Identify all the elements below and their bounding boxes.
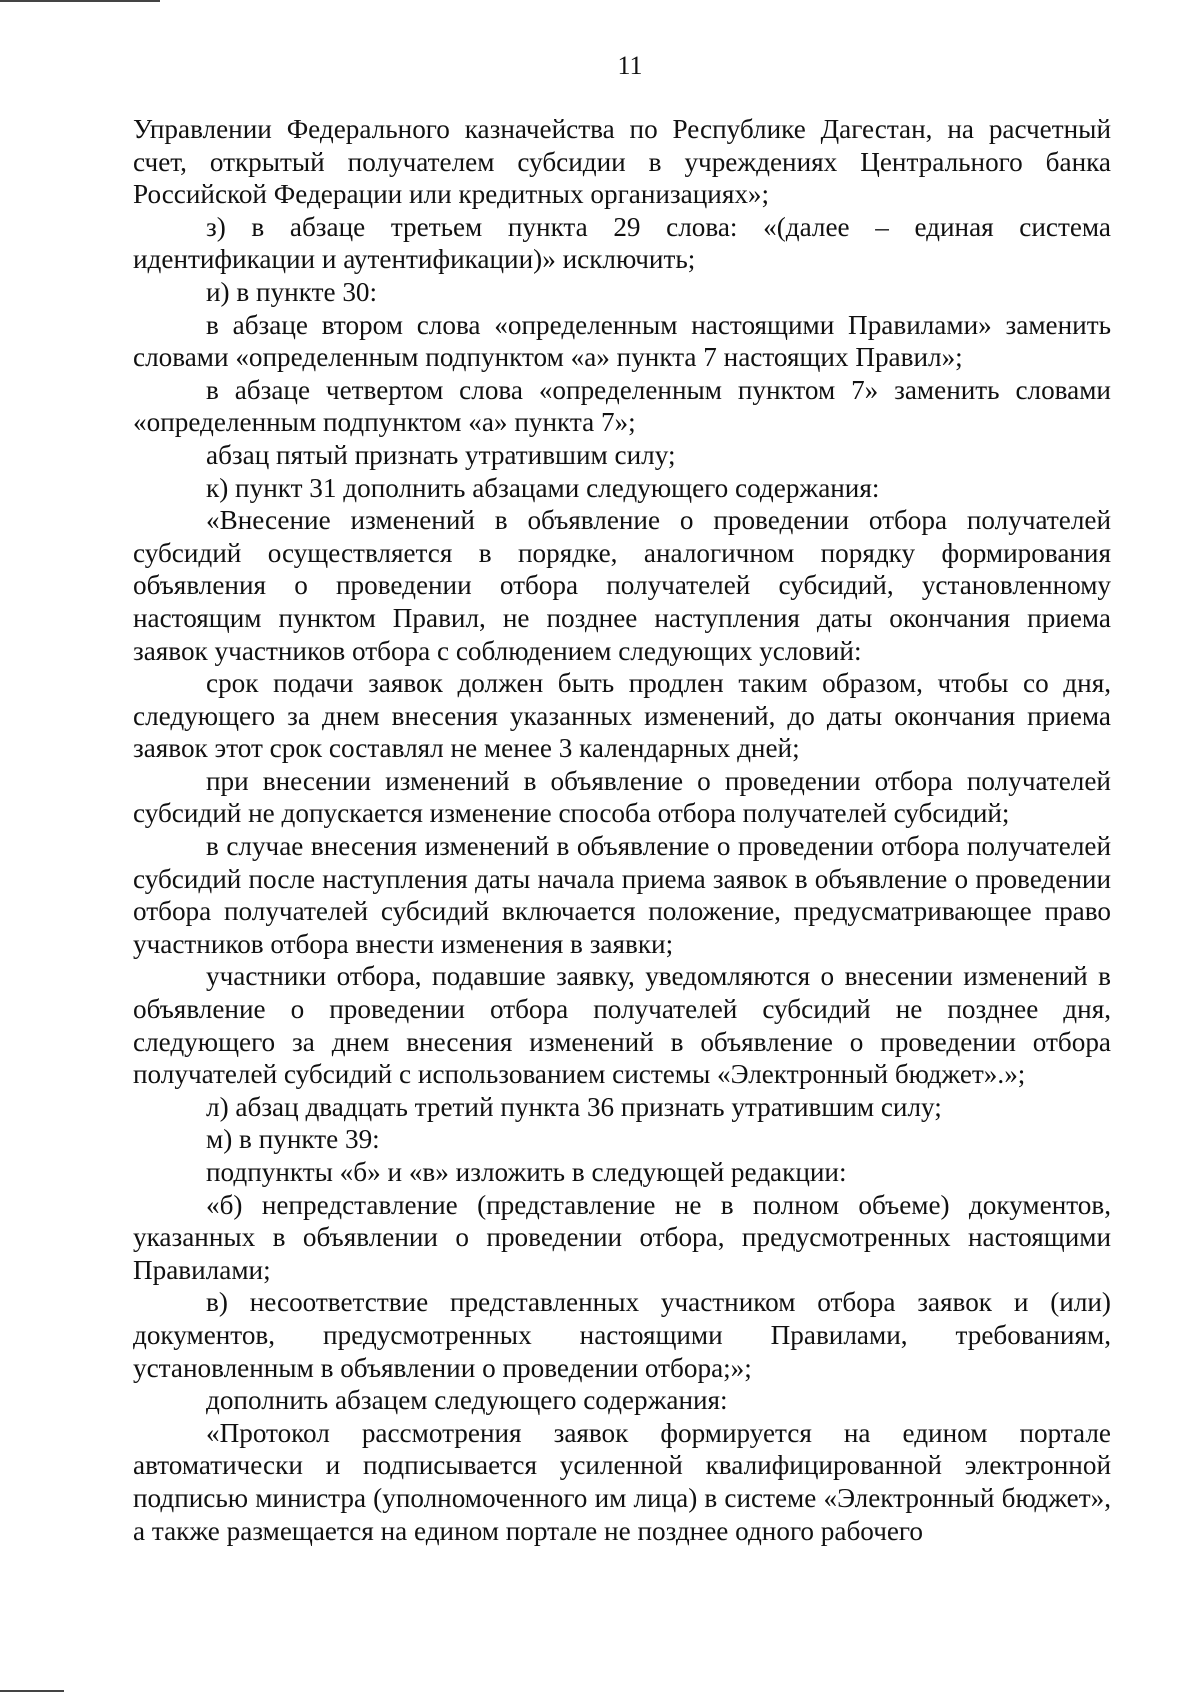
paragraph: «Внесение изменений в объявление о проведении отбора получателей субсидий осуществляется в порядке, аналогичном порядку формирования объявления о проведении отбора получателей субсидий, установленному настоящим пунктом Правил, не позднее наступления даты окончания приема заявок участников отбора с соблюдением следующих условий: [133, 505, 1111, 666]
paragraph: в) несоответствие представленных участником отбора заявок и (или) документов, предусмотренных настоящими Правилами, требованиям, установленным в объявлении о проведении отбора;»; [133, 1287, 1111, 1383]
paragraph: в абзаце четвертом слова «определенным пунктом 7» заменить словами «определенным подпунктом «а» пункта 7»; [133, 374, 1111, 438]
paragraph-item-i: и) в пункте 30: [206, 276, 378, 307]
document-body [133, 113, 1111, 1547]
page-number: 11 [617, 51, 643, 80]
paragraph-item-z: з) в абзаце третьем пункта 29 слова: «(далее – единая система идентификации и аутентификации)» исключить; [133, 211, 1111, 275]
paragraph: в абзаце втором слова «определенным настоящими Правилами» заменить словами «определенным подпунктом «а» пункта 7 настоящих Правил»; [133, 309, 1111, 373]
paragraph: срок подачи заявок должен быть продлен таким образом, чтобы со дня, следующего за днем внесения указанных изменений, до даты окончания приема заявок этот срок составлял не менее 3 календарных дней; [133, 668, 1111, 764]
paragraph-item-l: л) абзац двадцать третий пункта 36 признать утратившим силу; [206, 1091, 942, 1122]
paragraph: участники отбора, подавшие заявку, уведомляются о внесении изменений в объявление о проведении отбора получателей субсидий не позднее дня, следующего за днем внесения изменений в объявление о проведении отбора получателей субсидий с использованием системы «Электронный бюджет».»; [133, 961, 1111, 1090]
paragraph-continuation: Управлении Федерального казначейства по Республике Дагестан, на расчетный счет, открытый получателем субсидии в учреждениях Центрального банка Российской Федерации или кредитных организациях»; [133, 114, 1111, 210]
paragraph: «Протокол рассмотрения заявок формируется на едином портале автоматически и подписывается усиленной квалифицированной электронной подписью министра (уполномоченного им лица) в системе «Электронный бюджет», а также размещается на едином портале не позднее одного рабочего [133, 1417, 1111, 1546]
paragraph: подпункты «б» и «в» изложить в следующей редакции: [206, 1157, 847, 1187]
paragraph: «б) непредставление (представление не в полном объеме) документов, указанных в объявлении о проведении отбора, предусмотренных настоящими Правилами; [133, 1189, 1111, 1285]
paragraph: дополнить абзацем следующего содержания: [206, 1385, 728, 1416]
scan-edge-mark [0, 1690, 64, 1692]
paragraph: абзац пятый признать утратившим силу; [206, 439, 676, 470]
paragraph: при внесении изменений в объявление о проведении отбора получателей субсидий не допускается изменение способа отбора получателей субсидий; [133, 765, 1111, 829]
paragraph-item-k: к) пункт 31 дополнить абзацами следующего содержания: [206, 472, 880, 503]
paragraph-item-m: м) в пункте 39: [206, 1124, 380, 1155]
paragraph: в случае внесения изменений в объявление о проведении отбора получателей субсидий после наступления даты начала приема заявок в объявление о проведении отбора получателей субсидий включается положение, предусматривающее право участников отбора внести изменения в заявки; [133, 831, 1111, 959]
scan-edge-mark [0, 0, 160, 2]
